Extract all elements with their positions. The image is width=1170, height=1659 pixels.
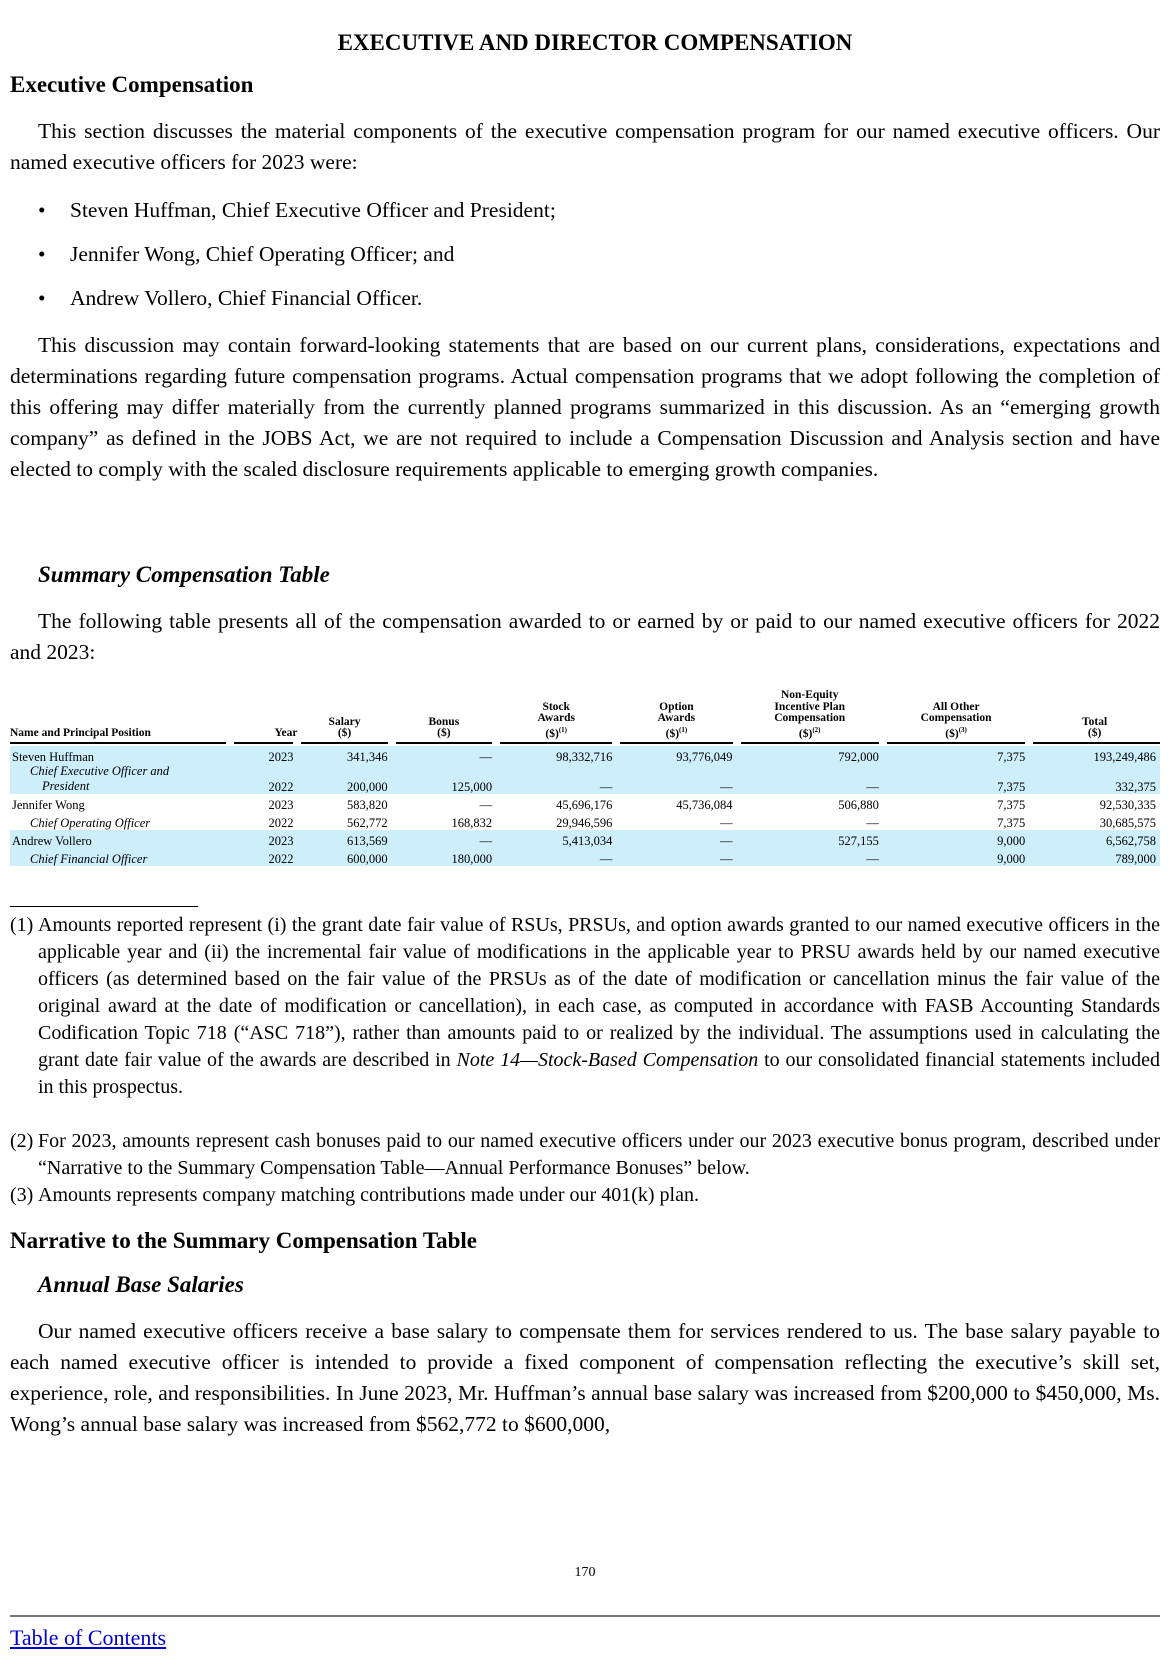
- header-stock-awards: Stock Awards ($)$^{(1)}$: [496, 690, 616, 746]
- header-non-equity-incentive: Non-Equity Incentive Plan Compensation ($)$^{(2)}$: [737, 690, 883, 746]
- footnote-divider: [10, 906, 198, 907]
- section-heading-executive-compensation: Executive Compensation: [10, 72, 254, 97]
- table-row: Chief Financial Officer 2022 600,000 180,000 — — — 9,000 789,000: [10, 848, 1160, 866]
- header-name: Name and Principal Position: [10, 690, 230, 746]
- page-divider: [10, 1615, 1160, 1617]
- table-row: Andrew Vollero 2023 613,569 — 5,413,034 — 527,155 9,000 6,562,758: [10, 830, 1160, 848]
- header-year: Year: [230, 690, 298, 746]
- header-total: Total ($): [1029, 690, 1160, 746]
- bullet-icon: •: [38, 198, 46, 222]
- footnote-2: (2) For 2023, amounts represent cash bonuses paid to our named executive officers under our 2023 executive bonus program, described under “Narrative to the Summary Compensation Table—Annual Performance Bonuses” below.: [10, 1130, 1160, 1179]
- table-row: Chief Executive Officer and President 2022 200,000 125,000 — — — 7,375 332,375: [10, 764, 1160, 794]
- narrative-heading: Narrative to the Summary Compensation Table: [10, 1228, 478, 1253]
- page-number: 170: [574, 1565, 596, 1580]
- footnote-3: (3) Amounts represents company matching contributions made under our 401(k) plan.: [10, 1184, 699, 1206]
- table-intro-paragraph: The following table presents all of the compensation awarded to or earned by or paid to our named executive officers for 2022 and 2023:: [10, 609, 1160, 664]
- table-row: Steven Huffman 2023 341,346 — 98,332,716 93,776,049 792,000 7,375 193,249,486: [10, 746, 1160, 764]
- header-bonus: Bonus ($): [392, 690, 497, 746]
- table-row: Jennifer Wong 2023 583,820 — 45,696,176 45,736,084 506,880 7,375 92,530,335: [12, 797, 1156, 812]
- header-all-other-compensation: All Other Compensation ($)$^{(3)}$: [883, 690, 1029, 746]
- table-header-row: [10, 690, 1160, 746]
- bullet-item: • Jennifer Wong, Chief Operating Officer; and: [38, 242, 455, 266]
- bullet-icon: •: [38, 242, 46, 266]
- bullet-item: • Steven Huffman, Chief Executive Officer and President;: [38, 198, 556, 222]
- page-title: EXECUTIVE AND DIRECTOR COMPENSATION: [337, 30, 853, 55]
- forward-looking-paragraph: This discussion may contain forward-looking statements that are based on our current plans, considerations, expectations and determinations regarding future compensation programs. Actual compensation programs that we adopt following the completion of this offering may differ materially from the currently planned programs summarized in this discussion. As an “emerging growth company” as defined in the JOBS Act, we are not required to include a Compensation Discussion and Analysis section and have elected to comply with the scaled disclosure requirements applicable to emerging growth companies.: [10, 333, 1160, 481]
- summary-compensation-table-heading: Summary Compensation Table: [38, 562, 330, 587]
- table-row: Chief Operating Officer 2022 562,772 168,832 29,946,596 — — 7,375 30,685,575: [30, 815, 1156, 830]
- intro-paragraph: This section discusses the material components of the executive compensation program for our named executive officers. Our named executive officers for 2023 were:: [10, 119, 1160, 174]
- header-salary: Salary ($): [297, 690, 391, 746]
- table-of-contents-link[interactable]: Table of Contents: [10, 1625, 167, 1650]
- bullet-item: • Andrew Vollero, Chief Financial Officer.: [38, 286, 423, 310]
- header-option-awards: Option Awards ($)$^{(1)}$: [616, 690, 736, 746]
- annual-base-salaries-heading: Annual Base Salaries: [38, 1272, 244, 1297]
- base-salaries-paragraph: Our named executive officers receive a base salary to compensate them for services rendered to us. The base salary payable to each named executive officer is intended to provide a fixed component of compensation reflecting the executive’s skill set, experience, role, and responsibilities. In June 2023, Mr. Huffman’s annual base salary was increased from $200,000 to $450,000, Ms. Wong’s annual base salary was increased from $562,772 to $600,000,: [10, 1319, 1160, 1436]
- summary-compensation-table: [10, 690, 1160, 866]
- bullet-icon: •: [38, 286, 46, 310]
- footnote-1: (1) Amounts reported represent (i) the grant date fair value of RSUs, PRSUs, and option awards granted to our named executive officers in the applicable year and (ii) the incremental fair value of modifications in the applicable year to PRSU awards held by our named executive officers (as determined based on the fair value of the PRSUs as of the date of modification or cancellation minus the fair value of the original award at the date of modification or cancellation), in each case, as computed in accordance with FASB Accounting Standards Codification Topic 718 (“ASC 718”), rather than amounts paid to or realized by the individual. The assumptions used in calculating the grant date fair value of the awards are described in Note 14—Stock-Based Compensation to our consolidated financial statements included in this prospectus.: [10, 914, 1160, 1098]
